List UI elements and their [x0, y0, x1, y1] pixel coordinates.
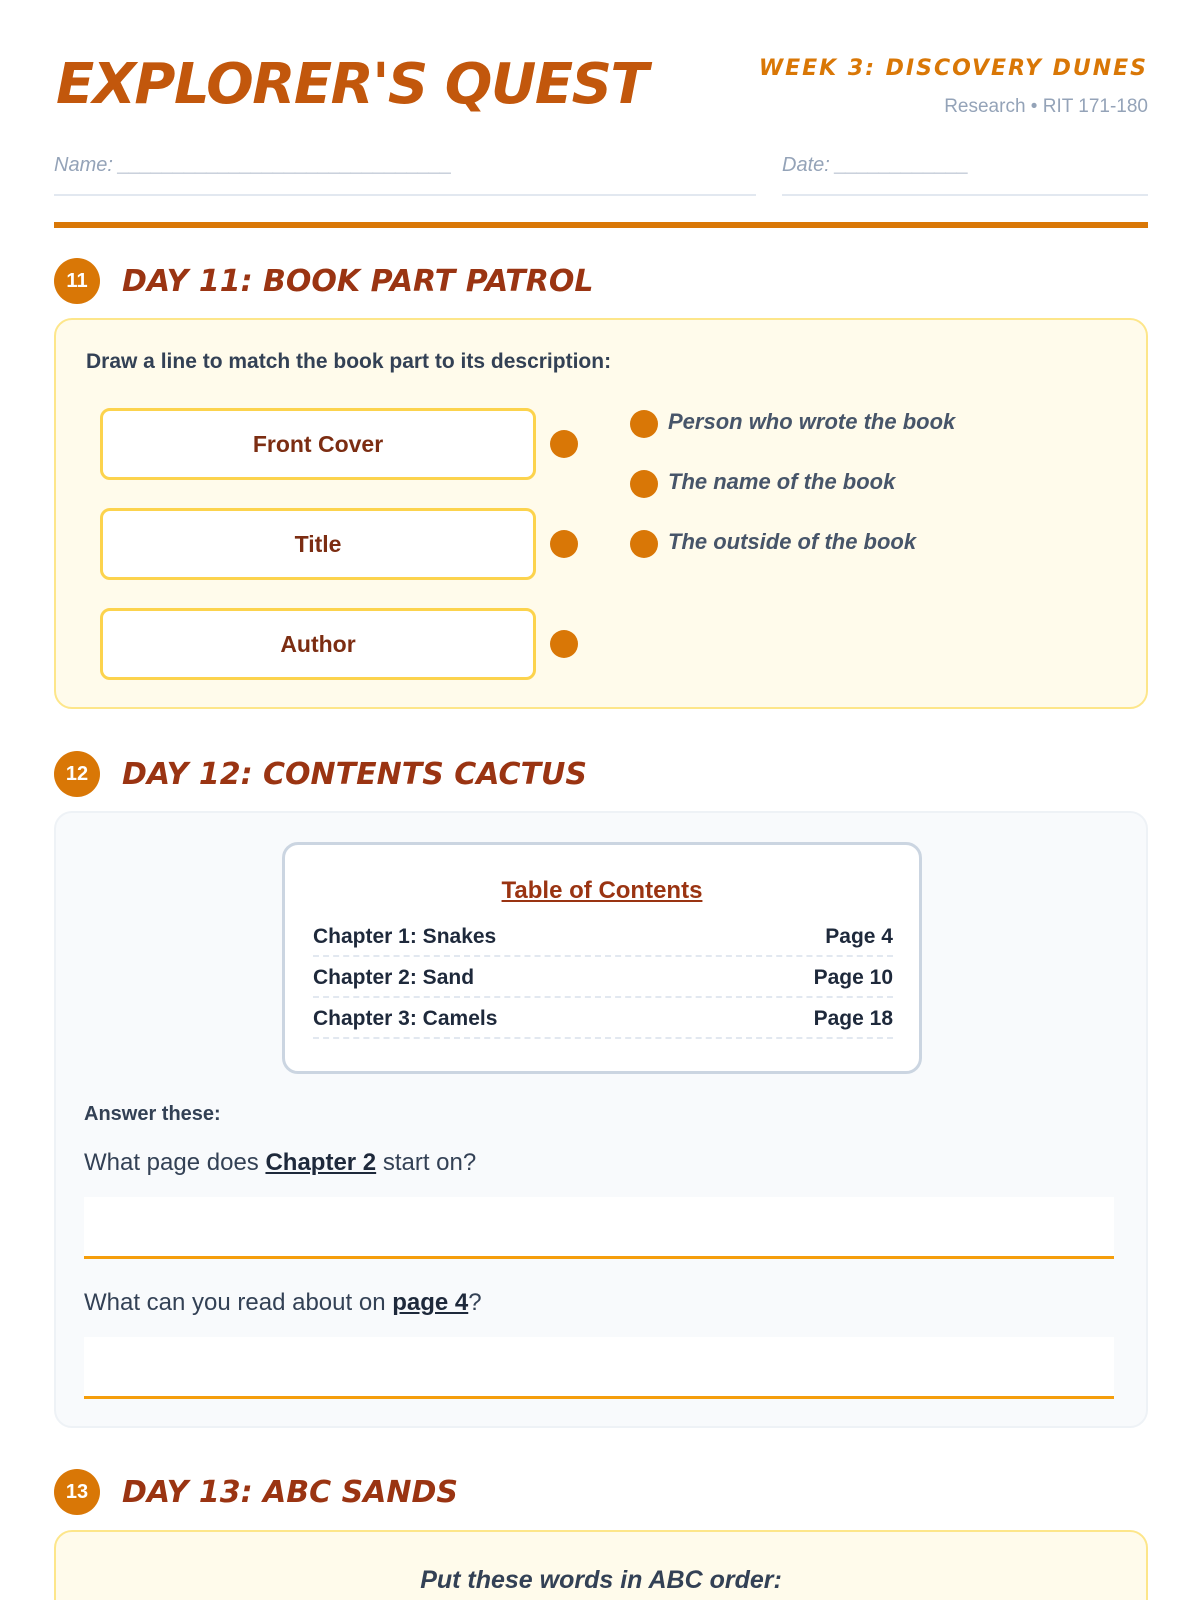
date-field[interactable]: Date: ____________ [782, 154, 1148, 196]
book-part-front-cover[interactable]: Front Cover [100, 408, 536, 480]
table-of-contents [282, 842, 922, 1074]
question-1 [84, 1149, 476, 1177]
description-author: Person who wrote the book [668, 409, 956, 434]
day13-header [54, 1468, 458, 1516]
toc-page: Page 10 [813, 966, 893, 989]
desc-connector-dot-1[interactable] [630, 410, 658, 438]
question-2-text: What can you read about on [84, 1289, 393, 1316]
book-part-title[interactable]: Title [100, 508, 536, 580]
day11-panel [54, 318, 1148, 709]
name-field[interactable]: Name: ______________________________ [54, 154, 756, 196]
subject-label: Research • RIT 171-180 [944, 96, 1148, 117]
toc-page: Page 4 [825, 925, 893, 948]
answer-label: Answer these: [84, 1103, 221, 1125]
week-label: WEEK 3: DISCOVERY DUNES [758, 56, 1148, 81]
day13-number-badge: 13 [54, 1469, 100, 1515]
toc-chapter: Chapter 1: Snakes [313, 925, 497, 948]
toc-title: Table of Contents [501, 877, 703, 904]
day12-header [54, 750, 587, 798]
answer-1-input[interactable] [84, 1197, 1114, 1259]
toc-row [313, 1001, 893, 1039]
desc-connector-dot-3[interactable] [630, 530, 658, 558]
description-title: The name of the book [668, 469, 896, 494]
part-connector-dot-3[interactable] [550, 630, 578, 658]
page-title: EXPLORER'S QUEST [56, 52, 648, 117]
question-2-keyword: page 4 [392, 1289, 469, 1316]
part-connector-dot-1[interactable] [550, 430, 578, 458]
day11-title: DAY 11: BOOK PART PATROL [122, 263, 594, 299]
question-2-text-end: ? [468, 1289, 482, 1316]
day13-title: DAY 13: ABC SANDS [122, 1474, 459, 1510]
toc-row [313, 960, 893, 998]
question-2 [84, 1289, 482, 1317]
toc-page: Page 18 [813, 1007, 893, 1030]
question-1-text: What page does [84, 1149, 266, 1176]
day13-panel [54, 1530, 1148, 1600]
question-1-keyword: Chapter 2 [265, 1149, 377, 1176]
day11-instruction: Draw a line to match the book part to its description: [86, 350, 612, 373]
toc-chapter: Chapter 3: Camels [313, 1007, 498, 1030]
part-connector-dot-2[interactable] [550, 530, 578, 558]
day12-title: DAY 12: CONTENTS CACTUS [122, 756, 587, 792]
day12-panel [54, 811, 1148, 1428]
toc-chapter: Chapter 2: Sand [313, 966, 475, 989]
day13-instruction: Put these words in ABC order: [420, 1566, 782, 1594]
book-part-author[interactable]: Author [100, 608, 536, 680]
day11-number-badge: 11 [54, 258, 100, 304]
desc-connector-dot-2[interactable] [630, 470, 658, 498]
toc-row [313, 919, 893, 957]
question-1-text-end: start on? [376, 1149, 477, 1176]
answer-2-input[interactable] [84, 1337, 1114, 1399]
day11-header [54, 257, 593, 305]
header-divider [54, 222, 1148, 228]
description-front-cover: The outside of the book [668, 529, 917, 554]
day12-number-badge: 12 [54, 751, 100, 797]
